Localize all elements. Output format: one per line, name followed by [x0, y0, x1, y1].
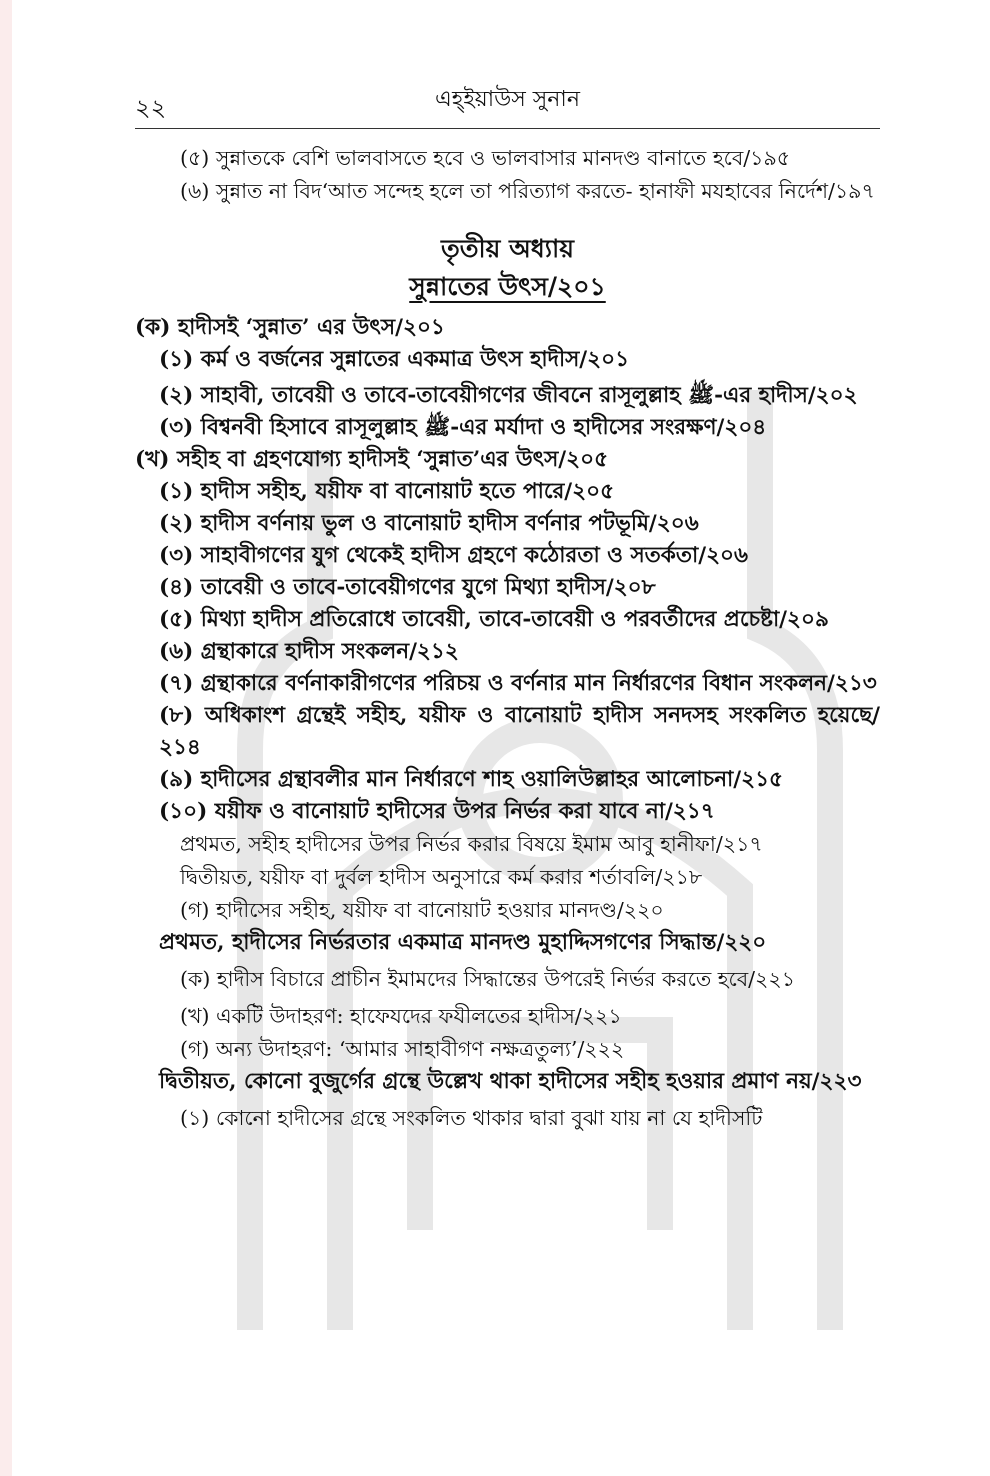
- toc-entry: (১০) যয়ীফ ও বানোয়াট হাদীসের উপর নির্ভর করা যাবে না/২১৭: [159, 799, 715, 824]
- toc-entry: (১) হাদীস সহীহ, যয়ীফ বা বানোয়াট হতে পারে/২০৫: [159, 479, 615, 504]
- page-number: ২২: [135, 94, 167, 122]
- page-edge-strip: [0, 0, 12, 1476]
- toc-content: [135, 142, 880, 1135]
- toc-entry: (২) হাদীস বর্ণনায় ভুল ও বানোয়াট হাদীস বর্ণনার পটভূমি/২০৬: [159, 511, 699, 536]
- toc-entry: (১) কর্ম ও বর্জনের সুন্নাতের একমাত্র উৎস হাদীস/২০১: [159, 347, 630, 372]
- chapter-subtitle: সুন্নাতের উৎস/২০১: [409, 272, 606, 301]
- toc-entry: (২) সাহাবী, তাবেয়ী ও তাবে-তাবেয়ীগণের জীবনে রাসূলুল্লাহ ﷺ-এর হাদীস/২০২: [159, 383, 858, 408]
- toc-entry: (৭) গ্রন্থাকারে বর্ণনাকারীগণের পরিচয় ও বর্ণনার মান নির্ধারণের বিধান সংকলন/২১৩: [159, 671, 877, 696]
- page-header: [135, 80, 880, 129]
- toc-section: দ্বিতীয়ত, কোনো বুজুর্গের গ্রন্থে উল্লেখ থাকা হাদীসের সহীহ হওয়ার প্রমাণ নয়/২২৩: [159, 1069, 862, 1094]
- toc-entry: (৪) তাবেয়ী ও তাবে-তাবেয়ীগণের যুগে মিথ্যা হাদীস/২০৮: [159, 575, 656, 600]
- toc-entry: (৩) সাহাবীগণের যুগ থেকেই হাদীস গ্রহণে কঠোরতা ও সতর্কতা/২০৬: [159, 543, 749, 568]
- toc-entry: দ্বিতীয়ত, যয়ীফ বা দুর্বল হাদীস অনুসারে কর্ম করার শর্তাবলি/২১৮: [180, 865, 703, 889]
- toc-section: (ক) হাদীসই ‘সুন্নাত’ এর উৎস/২০১: [135, 315, 445, 340]
- toc-entry: (খ) একটি উদাহরণ: হাফেযদের ফযীলতের হাদীস/২২১: [180, 1004, 622, 1028]
- toc-entry: (৬) সুন্নাত না বিদ‘আত সন্দেহ হলে তা পরিত্যাগ করতে- হানাফী মযহাবের নির্দেশ/১৯৭: [180, 179, 875, 203]
- toc-section: প্রথমত, হাদীসের নির্ভরতার একমাত্র মানদণ্ড মুহাদ্দিসগণের সিদ্ধান্ত/২২০: [159, 930, 767, 955]
- toc-section: (খ) সহীহ বা গ্রহণযোগ্য হাদীসই ‘সুন্নাত’এর উৎস/২০৫: [135, 447, 609, 472]
- toc-entry: (ক) হাদীস বিচারে প্রাচীন ইমামদের সিদ্ধান্তের উপরেই নির্ভর করতে হবে/২২১: [180, 967, 796, 991]
- toc-entry: (৩) বিশ্বনবী হিসাবে রাসূলুল্লাহ ﷺ-এর মর্যাদা ও হাদীসের সংরক্ষণ/২০৪: [159, 415, 767, 440]
- toc-entry: (৫) সুন্নাতকে বেশি ভালবাসতে হবে ও ভালবাসার মানদণ্ড বানাতে হবে/১৯৫: [180, 146, 791, 170]
- chapter-title: তৃতীয় অধ্যায়: [441, 234, 574, 263]
- toc-entry: (৯) হাদীসের গ্রন্থাবলীর মান নির্ধারণে শাহ ওয়ালিউল্লাহর আলোচনা/২১৫: [159, 767, 783, 792]
- toc-entry: (গ) অন্য উদাহরণ: ‘আমার সাহাবীগণ নক্ষত্রতুল্য’/২২২: [180, 1037, 625, 1061]
- toc-entry: (৬) গ্রন্থাকারে হাদীস সংকলন/২১২: [159, 639, 459, 664]
- running-title: এহ্ইয়াউস সুনান: [435, 87, 580, 112]
- toc-entry: (১) কোনো হাদীসের গ্রন্থে সংকলিত থাকার দ্বারা বুঝা যায় না যে হাদীসটি: [180, 1106, 763, 1130]
- toc-entry: (গ) হাদীসের সহীহ, যয়ীফ বা বানোয়াট হওয়ার মানদণ্ড/২২০: [180, 898, 664, 922]
- toc-entry: প্রথমত, সহীহ হাদীসের উপর নির্ভর করার বিষয়ে ইমাম আবু হানীফা/২১৭: [180, 832, 763, 856]
- toc-entry: (৮) অধিকাংশ গ্রন্থেই সহীহ, যয়ীফ ও বানোয়াট হাদীস সনদসহ সংকলিত হয়েছে/২১৪: [159, 703, 880, 760]
- toc-entry: (৫) মিথ্যা হাদীস প্রতিরোধে তাবেয়ী, তাবে-তাবেয়ী ও পরবর্তীদের প্রচেষ্টা/২০৯: [159, 607, 829, 632]
